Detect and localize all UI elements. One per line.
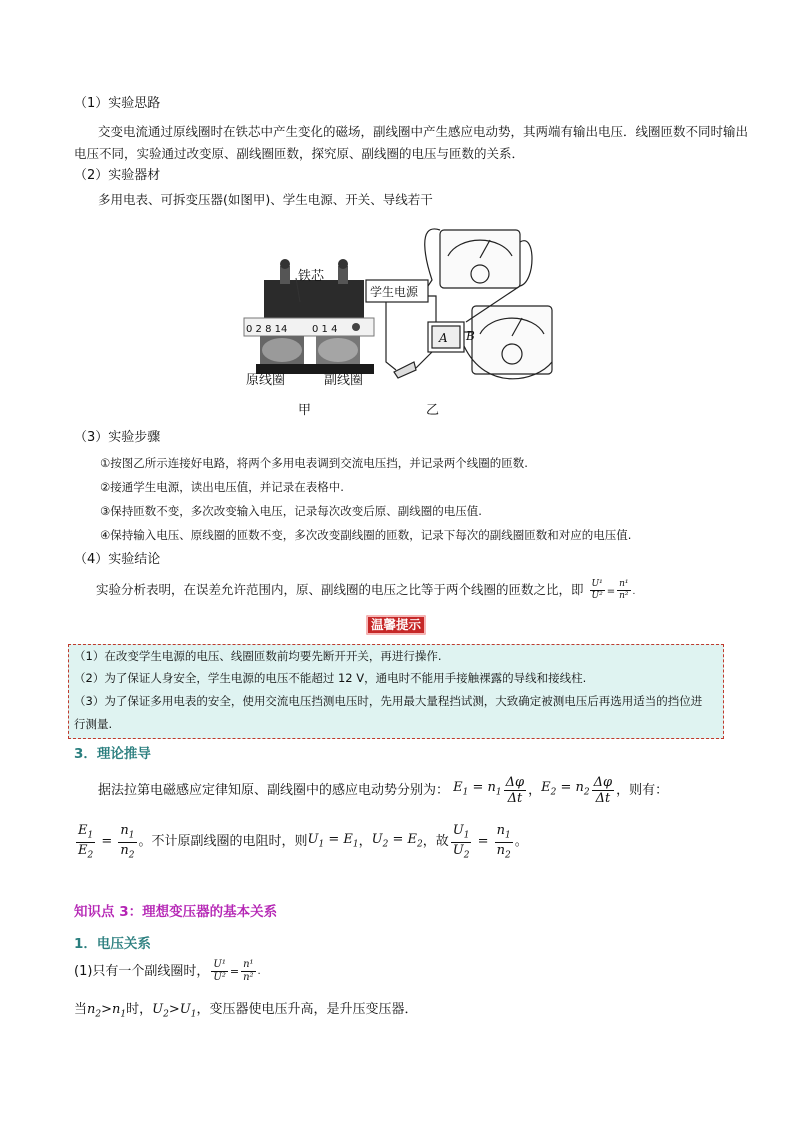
knowledge-item-1: (1)只有一个副线圈时， $\frac{\text{U¹}}{\text{U²}}$ = $\frac{\text{n¹}}{\text{n²}}$ . <box>74 959 261 983</box>
theory-line1-text: 据法拉第电磁感应定律知原、副线圈中的感应电动势分别为： <box>98 782 450 798</box>
section-heading-idea: （1）实验思路 <box>74 96 161 111</box>
theory-line-1: 据法拉第电磁感应定律知原、副线圈中的感应电动势分别为： $E_1 = n_1$ $\frac{\Delta\varphi}{\Delta t}$ ， $E_2 = n_2$ $\frac{\Delta\varphi}{\Delta t}$ ，则有： <box>98 775 669 806</box>
scale-left: 0 2 8 14 <box>246 324 288 335</box>
conclusion-line: 实验分析表明，在误差允许范围内，原、副线圈的电压之比等于两个线圈的匝数之比，即 $\frac{\text{U¹}}{\text{U²}}$ = $\frac{\text{n¹}}{\text{n²}}$ . <box>96 579 636 601</box>
label-power-supply: 学生电源 <box>370 285 419 299</box>
tip-badge: 温馨提示 <box>366 615 426 635</box>
idea-paragraph-line1: 交变电流通过原线圈时在铁芯中产生变化的磁场，副线圈中产生感应电动势，其两端有输出电压．线圈匝数不同时输出 <box>98 124 749 139</box>
tip-item-3-cont: 行测量. <box>74 717 113 731</box>
voltage-relation-heading: 1．电压关系 <box>74 936 151 952</box>
knowledge-item-2: 当$n_2>n_1$时，$U_2>U_1$，变压器使电压升高，是升压变压器． <box>74 1002 418 1020</box>
label-coil-a: A <box>439 331 448 345</box>
conclusion-text: 实验分析表明，在误差允许范围内，原、副线圈的电压之比等于两个线圈的匝数之比，即 <box>96 582 584 597</box>
section-heading-equipment: （2）实验器材 <box>74 168 161 183</box>
label-secondary-coil: 副线圈 <box>324 373 364 388</box>
label-coil-b: B <box>466 329 475 343</box>
label-primary-coil: 原线圈 <box>246 373 286 388</box>
label-iron-core: 铁芯 <box>298 269 325 284</box>
knowledge-heading: 知识点 3：理想变压器的基本关系 <box>74 904 278 920</box>
formula-e-ratio: $\frac{E_1}{E_2}$ <box>78 823 94 861</box>
scale-right: 0 1 4 <box>312 324 338 335</box>
conclusion-formula: $\frac{\text{U¹}}{\text{U²}}$ <box>591 579 603 601</box>
knowledge-item1-text: (1)只有一个副线圈时， <box>74 963 210 979</box>
theory-line2-end: 。 <box>514 834 528 850</box>
step-2: ②接通学生电源，读出电压值，并记录在表格中. <box>100 480 344 494</box>
step-3: ③保持匝数不变，多次改变输入电压，记录每次改变后原、副线圈的电压值. <box>100 504 482 518</box>
section-heading-steps: （3）实验步骤 <box>74 430 161 445</box>
formula-e2: $E_2 = n_2$ <box>541 780 590 798</box>
theory-line2-mid: ，故 <box>422 834 449 850</box>
equipment-text: 多用电表、可拆变压器(如图甲)、学生电源、开关、导线若干 <box>98 192 433 207</box>
formula-u2-gt-u1: $U_2>U_1$ <box>152 1002 197 1020</box>
formula-u-ratio: $\frac{U_1}{U_2}$ <box>452 823 470 861</box>
tip-item-2: （2）为了保证人身安全，学生电源的电压不能超过 12 V，通电时不能用手接触裸露的导线和接线柱. <box>74 671 587 685</box>
step-1: ①按图乙所示连接好电路，将两个多用电表调到交流电压挡，并记录两个线圈的匝数. <box>100 456 528 470</box>
formula-n2-gt-n1: $n_2>n_1$ <box>87 1002 127 1020</box>
caption-yi: 乙 <box>426 403 440 418</box>
step-4: ④保持输入电压、原线圈的匝数不变，多次改变副线圈的匝数，记录下每次的副线圈匝数和对应的电压值. <box>100 528 632 542</box>
theory-line-2: $\frac{E_1}{E_2}$ = $\frac{n_1}{n_2}$ 。不计原副线圈的电阻时，则 $U_1 = E_1$ ， $U_2 = E_2$ ，故 $\frac{U_1}{U_2}$ = $\frac{n_1}{n_2}$ 。 <box>78 823 528 861</box>
circuit-diagram <box>366 229 552 379</box>
tip-item-3: （3）为了保证多用电表的安全，使用交流电压挡测电压时，先用最大量程挡试测，大致确定被测电压后再选用适当的挡位进 <box>74 694 703 708</box>
formula-voltage-ratio: $\frac{\text{U¹}}{\text{U²}}$ <box>213 959 226 983</box>
tip-item-1: （1）在改变学生电源的电压、线圈匝数前均要先断开开关，再进行操作. <box>74 649 442 663</box>
theory-heading: 3．理论推导 <box>74 746 151 762</box>
caption-jia: 甲 <box>298 403 312 418</box>
experiment-figure <box>236 222 566 422</box>
formula-e1: $E_1 = n_1$ <box>449 780 502 798</box>
section-heading-conclusion: （4）实验结论 <box>74 552 161 567</box>
formula-u-equals-e: $U_1 = E_1$ <box>307 831 359 850</box>
theory-line1-end: ，则有： <box>616 782 669 798</box>
theory-line2-text: 。不计原副线圈的电阻时，则 <box>138 834 308 850</box>
idea-paragraph-line2: 电压不同，实验通过改变原、副线圈匝数，探究原、副线圈的电压与匝数的关系． <box>74 146 525 161</box>
